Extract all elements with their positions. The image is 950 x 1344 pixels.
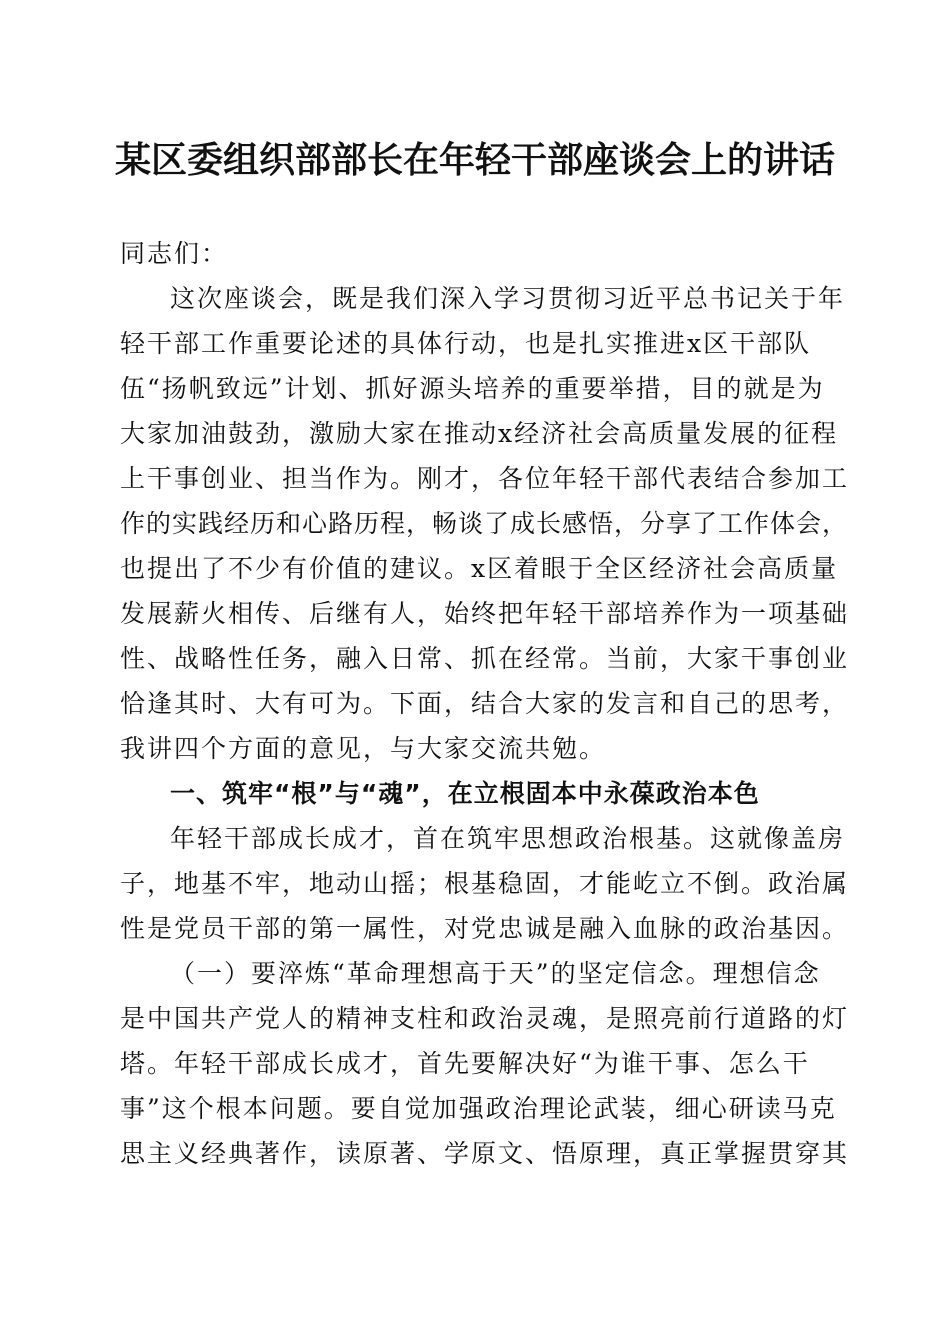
paragraph-line: 子，地基不牢，地动山摇；根基稳固，才能屹立不倒。政治属: [120, 869, 850, 898]
paragraph-line: 我讲四个方面的意见，与大家交流共勉。: [120, 734, 607, 763]
paragraph-line: 作的实践经历和心路历程，畅谈了成长感悟，分享了工作体会，: [120, 509, 849, 538]
document-title: 某区委组织部部长在年轻干部座谈会上的讲话: [114, 139, 835, 181]
paragraph-line: 伍“扬帆致远”计划、抓好源头培养的重要举措，目的就是为: [120, 374, 825, 403]
paragraph-line: 上干事创业、担当作为。刚才，各位年轻干部代表结合参加工: [120, 464, 850, 493]
paragraph-line: 发展薪火相传、后继有人，始终把年轻干部培养作为一项基础: [120, 599, 850, 628]
paragraph-line: 塔。年轻干部成长成才，首先要解决好“为谁干事、怎么干: [120, 1049, 810, 1078]
subsection-line: （一）要淬炼“革命理想高于天”的坚定信念。理想信念: [170, 959, 821, 988]
paragraph-line: 大家加油鼓劲，激励大家在推动x经济社会高质量发展的征程: [120, 419, 839, 448]
paragraph-line: 恰逢其时、大有可为。下面，结合大家的发言和自己的思考，: [120, 689, 850, 718]
paragraph-line: 也提出了不少有价值的建议。x区着眼于全区经济社会高质量: [120, 554, 839, 583]
paragraph-line: 这次座谈会，既是我们深入学习贯彻习近平总书记关于年: [170, 284, 846, 313]
paragraph-line: 思主义经典著作，读原著、学原文、悟原理，真正掌握贯穿其: [120, 1139, 850, 1168]
paragraph-line: 事”这个根本问题。要自觉加强政治理论武装，细心研读马克: [120, 1094, 837, 1123]
section-heading: 一、筑牢“根”与“魂”，在立根固本中永葆政治本色: [170, 779, 760, 808]
paragraph-line: 年轻干部成长成才，首在筑牢思想政治根基。这就像盖房: [170, 824, 846, 853]
paragraph-line: 轻干部工作重要论述的具体行动，也是扎实推进x区干部队: [120, 329, 812, 358]
paragraph-line: 是中国共产党人的精神支柱和政治灵魂，是照亮前行道路的灯: [120, 1004, 850, 1033]
salutation: 同志们：: [120, 239, 229, 268]
paragraph-line: 性是党员干部的第一属性，对党忠诚是融入血脉的政治基因。: [120, 914, 850, 943]
paragraph-line: 性、战略性任务，融入日常、抓在经常。当前，大家干事创业: [120, 644, 850, 673]
